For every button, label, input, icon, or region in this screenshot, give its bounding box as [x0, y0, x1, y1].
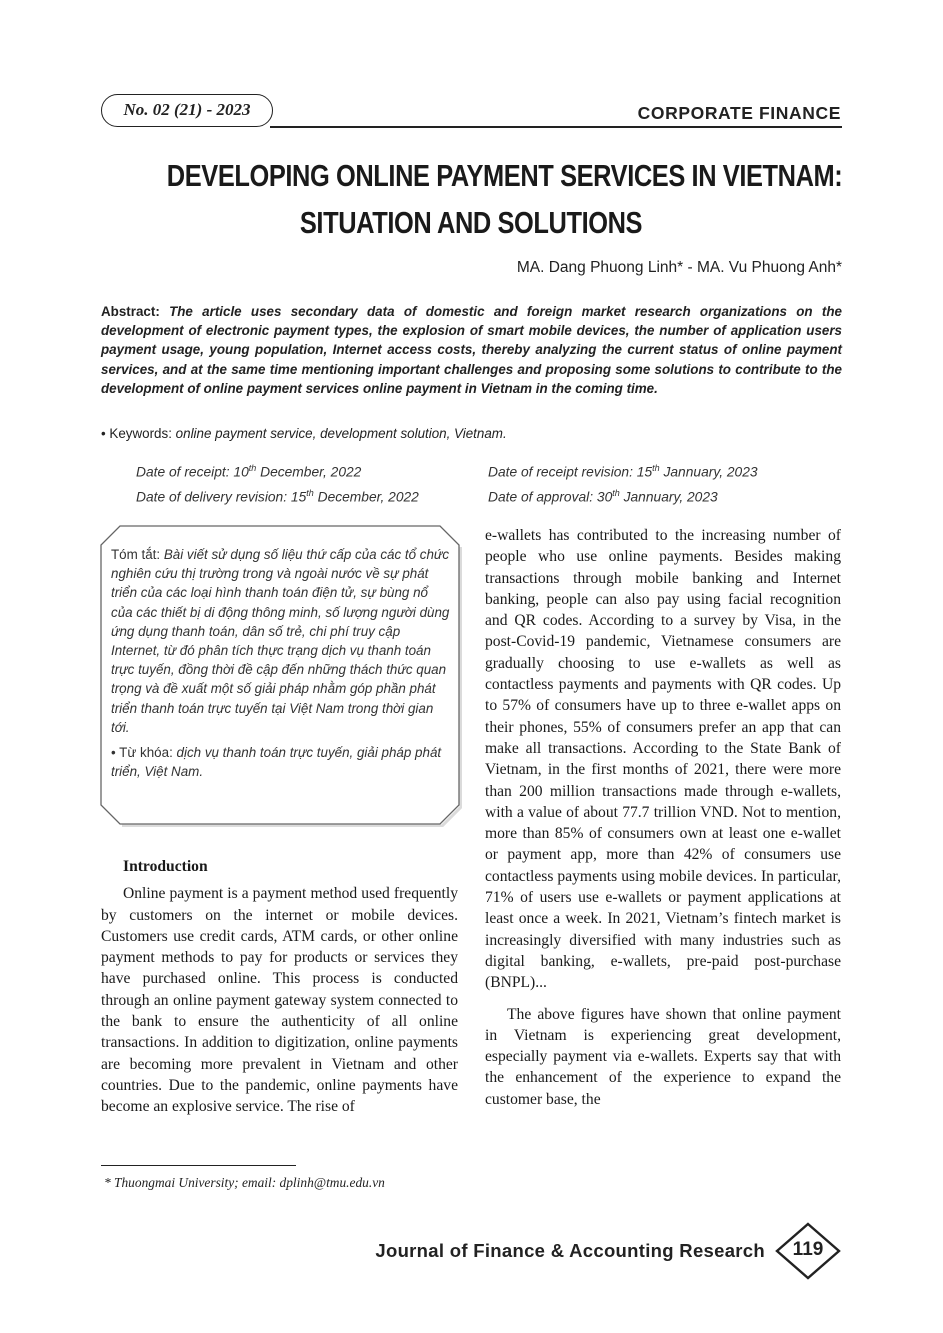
abstract-text: The article uses secondary data of domestic and foreign market research organizations on the development of electronic payment types, the explosion of smart mobile devices, the number of application users payment usage, young population, Internet access costs, thereby analyzing the current status of online payment services, and at the same time mentioning important challenges and proposing some solutions to contribute to the development of online payment services online payment in Vietnam in the coming time. — [101, 304, 842, 396]
article-title — [166, 152, 843, 246]
date-receipt: Date of receipt: 10th December, 2022 — [136, 463, 362, 480]
keywords-value: online payment service, development solution, Vietnam. — [175, 426, 507, 441]
authors: MA. Dang Phuong Linh* - MA. Vu Phuong Anh* — [516, 259, 842, 276]
keywords — [101, 426, 842, 441]
abstract — [101, 302, 842, 398]
page-number: 119 — [792, 1239, 824, 1260]
date-approval: Date of approval: 30th Jannuary, 2023 — [488, 488, 718, 505]
body-left-column — [101, 856, 458, 1118]
summary-text: Bài viết sử dụng số liệu thứ cấp của các tổ chức nghiên cứu thị trường trong và ngoài nước về sự phát triển của các loại hình thanh toán điện tử, sự bùng nổ của các thiết bị di động thông minh, số lượng người dùng ứng dụng thanh toán, dân số trẻ, chi phí truy cập Internet, từ đó phân tích thực trạng dịch vụ thanh toán trực tuyến, đồng thời đề cập đến những thách thức quan trọng và đề xuất một số giải pháp nhằm góp phần phát triển thanh toán trực tuyến tại Việt Nam trong thời gian tới. — [111, 547, 450, 735]
body-right-column — [485, 525, 841, 1110]
footnote: * Thuongmai University; email: dplinh@tmu.edu.vn — [104, 1175, 385, 1190]
vietnamese-summary — [111, 545, 451, 781]
section-label: CORPORATE FINANCE — [637, 103, 841, 123]
abstract-label: Abstract: — [101, 304, 160, 319]
journal-name: Journal of Finance & Accounting Research — [375, 1240, 765, 1261]
title-line-2: SITUATION AND SOLUTIONS — [299, 205, 643, 240]
summary-paragraph — [111, 545, 451, 737]
keywords-label: • Keywords: — [101, 426, 172, 441]
body-paragraph: e-wallets has contributed to the increasing number of people who use online payments. Besides making transactions through mobile banking and Internet banking, people can also pay using facial recognition and QR codes. According to a survey by Visa, in the post-Covid-19 pandemic, Vietnamese consumers are gradually choosing to use e-wallets as well as contactless payments and payments with QR codes. Up to 57% of consumers have up to three e-wallet apps on their phones, 55% of consumers prefer an app that can make all transactions. According to the State Bank of Vietnam, in the first months of 2021, there were more than 200 million transactions made through e-wallets, with a value of about 77.7 trillion VND. Not to mention, more than 85% of consumers own at least one e-wallet or payment app, more than 42% of consumers use contactless payments using mobile devices. In particular, 71% of users use e-wallets or payment applications at least once a week. In 2021, Vietnam’s fintech market is increasingly diversified with many industries such as digital banking, e-wallets, pre-paid post-purchase (BNPL)... — [485, 527, 841, 992]
header-rule — [270, 126, 842, 128]
issue-badge: No. 02 (21) - 2023 — [101, 94, 273, 127]
date-receipt-revision: Date of receipt revision: 15th Jannuary, 2023 — [488, 463, 758, 480]
summary-keywords — [111, 743, 451, 781]
body-paragraph: Online payment is a payment method used frequently by customers on the internet or mobile devices. Customers use credit cards, ATM cards, or other online payment methods to pay for products or services they have purchased online. This process is conducted through an online payment gateway system connected to the bank to ensure the authenticity of all online transactions. In addition to digitization, online payments are becoming more prevalent in Vietnam and other countries. Due to the pandemic, online payments have become an explosive service. The rise of — [101, 885, 458, 1116]
summary-keywords-value: dịch vụ thanh toán trực tuyến, giải pháp phát triển, Việt Nam. — [111, 745, 442, 780]
date-delivery-revision: Date of delivery revision: 15th December, 2022 — [136, 488, 419, 505]
summary-label: Tóm tắt: — [111, 547, 161, 562]
body-paragraph: The above figures have shown that online payment in Vietnam is experiencing great development, especially payment via e-wallets. Experts say that with the enhancement of the experience to expand the customer base, the — [485, 1005, 841, 1108]
title-line-1: DEVELOPING ONLINE PAYMENT SERVICES IN VIETNAM: — [166, 158, 843, 193]
introduction-heading: Introduction — [123, 858, 208, 875]
footnote-rule — [101, 1165, 296, 1166]
summary-keywords-label: • Từ khóa: — [111, 745, 173, 761]
